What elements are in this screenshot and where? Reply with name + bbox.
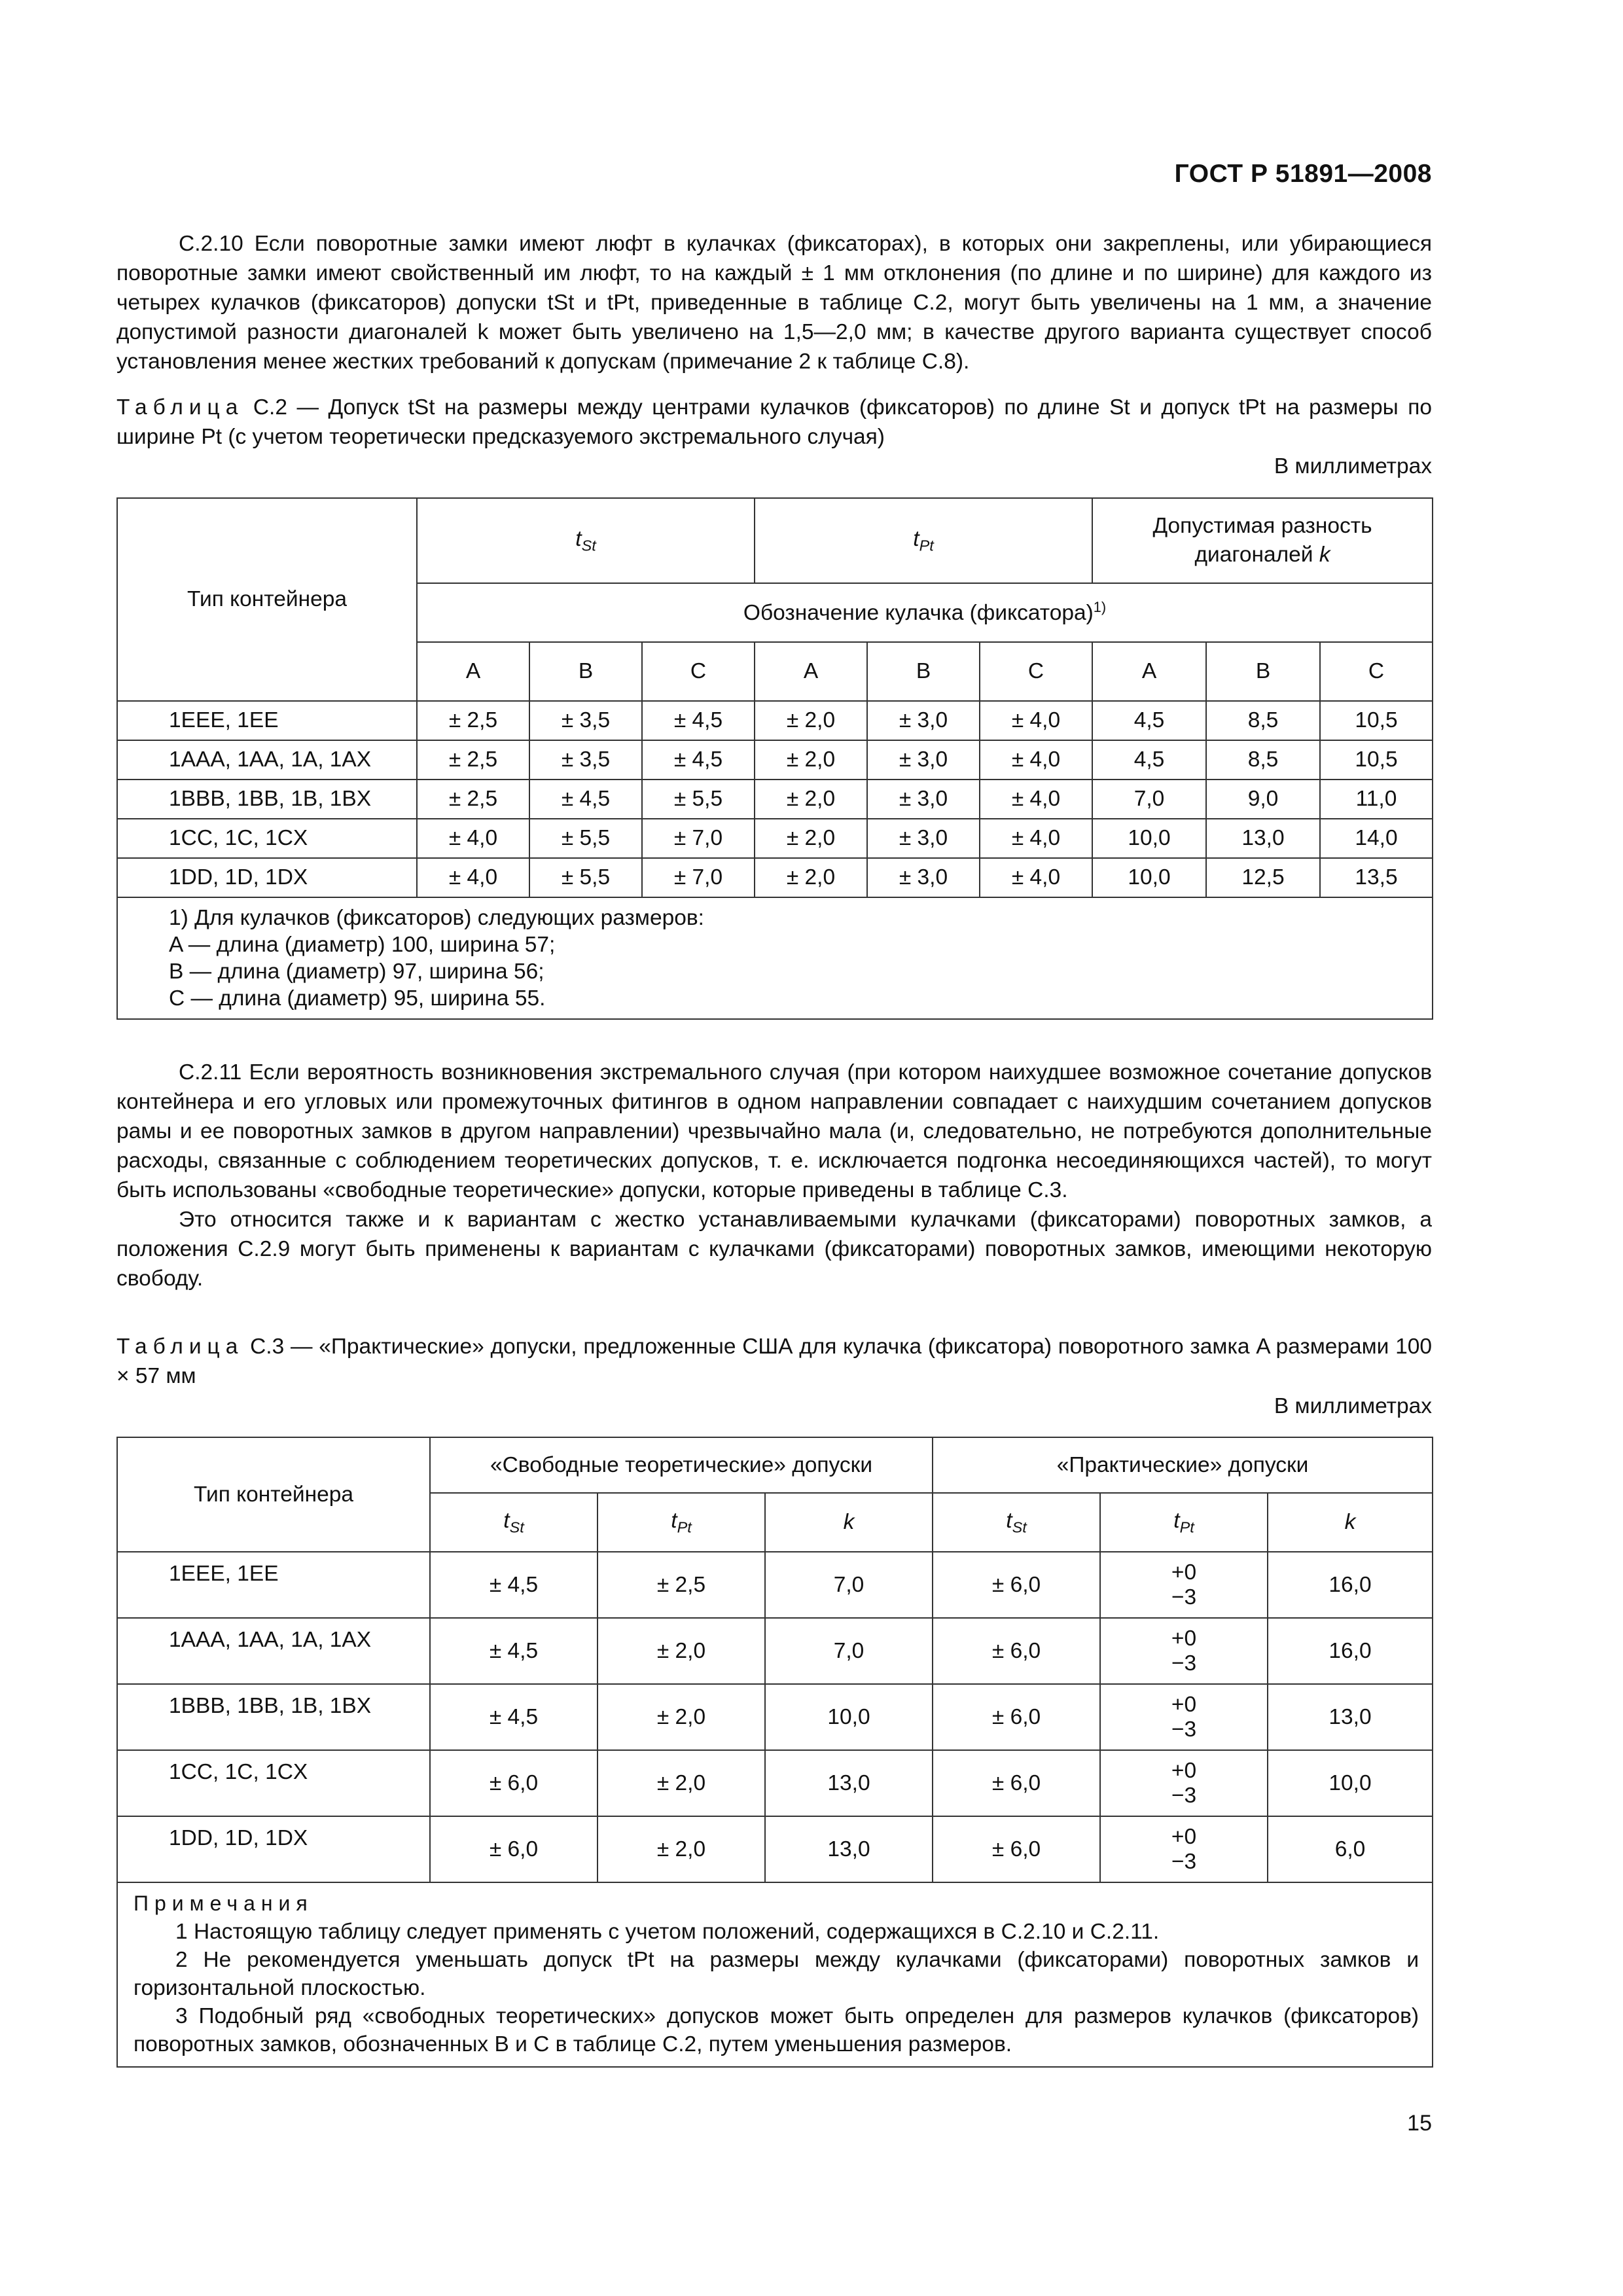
cell-type: 1CC, 1C, 1CX <box>117 1750 430 1816</box>
paragraph-text: Это относится также и к вариантам с жестко устанавливаемыми кулачками (фиксаторами) поворотных замков, а положения С.2.9 могут быть применены к вариантам с кулачками (фиксаторами) поворотных замков, имеющими некоторую свободу. <box>116 1208 1432 1291</box>
table-row <box>117 1618 1433 1684</box>
tolerance-stack: +0 −3 <box>1171 1626 1197 1676</box>
cell: 4,5 <box>1092 701 1206 740</box>
cell-type: 1EEE, 1EE <box>117 701 417 740</box>
cell: 16,0 <box>1268 1552 1433 1618</box>
cell: ± 4,5 <box>430 1618 597 1684</box>
sub-column-header-tpt: $t_{Pt}$ <box>1100 1493 1268 1552</box>
cell: 10,0 <box>765 1684 933 1750</box>
cell: ± 2,5 <box>417 780 529 819</box>
sub-column-header: B <box>867 642 980 701</box>
cell: 9,0 <box>1206 780 1320 819</box>
table-row <box>117 740 1433 780</box>
page-number: 15 <box>1407 2111 1432 2136</box>
cell: ± 2,5 <box>597 1552 765 1618</box>
cell: ± 3,5 <box>529 701 642 740</box>
sub-column-header-tst: $t_{St}$ <box>430 1493 597 1552</box>
tolerance-stack: +0 −3 <box>1171 1758 1197 1808</box>
cell: 16,0 <box>1268 1618 1433 1684</box>
table-c3 <box>116 1437 1433 2068</box>
sub-column-header: B <box>1206 642 1320 701</box>
cell: ± 6,0 <box>933 1552 1100 1618</box>
footnote-line: 1) Для кулачков (фиксаторов) следующих размеров: <box>169 906 704 930</box>
sub-column-header: B <box>529 642 642 701</box>
cell: ± 2,0 <box>755 701 867 740</box>
cell: ± 4,0 <box>980 701 1092 740</box>
paragraph-text: С.2.11 Если вероятность возникновения экстремального случая (при котором наихудшее возможное сочетание допусков контейнера и его угловых или промежуточных фитингов в одном направлении совпадает с наихудшим сочетанием допусков рамы и ее поворотных замков в другом направлении) чрезвычайно мала (и, следовательно, не потребуются дополнительные расходы, связанные с соблюдением теоретических допусков, т. е. исключается подгонка несоединяющихся частей), то могут быть использованы «свободные теоретические» допуски, которые приведены в таблице С.3. <box>116 1060 1432 1202</box>
cell: ± 6,0 <box>933 1618 1100 1684</box>
cell-type: 1DD, 1D, 1DX <box>117 858 417 897</box>
cell: ± 4,0 <box>980 858 1092 897</box>
cell: 12,5 <box>1206 858 1320 897</box>
paragraph-c-2-10 <box>116 229 1432 376</box>
table-row <box>117 819 1433 858</box>
cell: 10,0 <box>1092 819 1206 858</box>
sub-column-header: A <box>1092 642 1206 701</box>
cell: ± 5,5 <box>529 819 642 858</box>
cell: ± 2,0 <box>755 740 867 780</box>
table-c2 <box>116 497 1433 1020</box>
cell: 13,5 <box>1320 858 1433 897</box>
cell: ± 6,0 <box>933 1750 1100 1816</box>
sub-column-header: A <box>755 642 867 701</box>
cell: ± 7,0 <box>642 858 755 897</box>
cell-type: 1DD, 1D, 1DX <box>117 1816 430 1882</box>
cell: ± 3,0 <box>867 740 980 780</box>
table-caption-text: С.3 — «Практические» допуски, предложенные США для кулачка (фиксатора) поворотного замка A размерами 100 × 57 мм <box>116 1335 1433 1388</box>
cell: ± 2,0 <box>755 858 867 897</box>
cell: ± 4,5 <box>529 780 642 819</box>
cell: 10,0 <box>1092 858 1206 897</box>
cell-type: 1AAA, 1AA, 1A, 1AX <box>117 740 417 780</box>
table-header-row <box>117 498 1433 583</box>
table-row <box>117 1816 1433 1882</box>
column-header-practical: «Практические» допуски <box>933 1437 1433 1493</box>
table-c2-caption <box>116 393 1432 452</box>
cell: 11,0 <box>1320 780 1433 819</box>
notes-title: Примечания <box>134 1892 313 1915</box>
cell: 10,0 <box>1268 1750 1433 1816</box>
table-row <box>117 858 1433 897</box>
tolerance-stack: +0 −3 <box>1171 1560 1197 1609</box>
paragraph-text: С.2.10 Если поворотные замки имеют люфт в кулачках (фиксаторах), в которых они закреплены, или убирающиеся поворотные замки имеют свойственный им люфт, то на каждый ± 1 мм отклонения (по длине и по ширине) для каждого из четырех кулачков (фиксаторов) допуски tSt и tPt, приведенные в таблице С.2, могут быть увеличены на 1 мм, а значение допустимой разности диагоналей k может быть увеличено на 1,5—2,0 мм; в качестве другого варианта существует способ установления менее жестких требований к допускам (примечание 2 к таблице С.8). <box>116 232 1432 374</box>
cell: ± 2,0 <box>755 819 867 858</box>
table-caption-prefix: Таблица <box>116 1335 244 1359</box>
cell: ± 4,5 <box>642 701 755 740</box>
cell-type: 1BBB, 1BB, 1B, 1BX <box>117 1684 430 1750</box>
tolerance-stack: +0 −3 <box>1171 1824 1197 1874</box>
cell: 8,5 <box>1206 740 1320 780</box>
cell-type: 1CC, 1C, 1CX <box>117 819 417 858</box>
table-c3-caption <box>116 1332 1432 1391</box>
cell-type: 1AAA, 1AA, 1A, 1AX <box>117 1618 430 1684</box>
footnote-line: A — длина (диаметр) 100, ширина 57; <box>169 933 556 957</box>
sub-column-header: C <box>980 642 1092 701</box>
cell: ± 2,0 <box>597 1618 765 1684</box>
cell: ± 4,0 <box>980 819 1092 858</box>
table-notes <box>117 1882 1433 2067</box>
cell: ± 3,5 <box>529 740 642 780</box>
cell: 10,5 <box>1320 740 1433 780</box>
cell: 14,0 <box>1320 819 1433 858</box>
table-header-row <box>117 1437 1433 1493</box>
table-row <box>117 1750 1433 1816</box>
cell: 6,0 <box>1268 1816 1433 1882</box>
cell-type: 1BBB, 1BB, 1B, 1BX <box>117 780 417 819</box>
cell: ± 4,0 <box>980 780 1092 819</box>
table-caption-prefix: Таблица <box>116 395 244 420</box>
column-header-k: Допустимая разность диагоналей k <box>1092 498 1433 583</box>
cell: ± 5,5 <box>529 858 642 897</box>
footnote-line: C — длина (диаметр) 95, ширина 55. <box>169 986 546 1011</box>
cell: ± 6,0 <box>933 1684 1100 1750</box>
cell: 7,0 <box>765 1552 933 1618</box>
cell: 10,5 <box>1320 701 1433 740</box>
sub-column-header: C <box>1320 642 1433 701</box>
sub-column-header-k: k <box>765 1493 933 1552</box>
cell <box>1100 1552 1268 1618</box>
cell: ± 4,5 <box>642 740 755 780</box>
table-c3-units: В миллиметрах <box>1274 1394 1432 1418</box>
table-row <box>117 1552 1433 1618</box>
sub-column-header: C <box>642 642 755 701</box>
sub-column-header-k: k <box>1268 1493 1433 1552</box>
cell: ± 4,5 <box>430 1552 597 1618</box>
cell: 4,5 <box>1092 740 1206 780</box>
table-footnote-row <box>117 897 1433 1019</box>
note-item: 3 Подобный ряд «свободных теоретических» допусков может быть определен для размеров кулачков (фиксаторов) поворотных замков, обозначенных B и C в таблице С.2, путем уменьшения размеров. <box>134 2004 1419 2056</box>
cell: ± 6,0 <box>933 1816 1100 1882</box>
cell: ± 4,0 <box>417 858 529 897</box>
document-header: ГОСТ Р 51891—2008 <box>1174 160 1432 188</box>
table-notes-row <box>117 1882 1433 2067</box>
cell: 7,0 <box>765 1618 933 1684</box>
table-footnote <box>117 897 1433 1019</box>
cell: ± 3,0 <box>867 819 980 858</box>
cell <box>1100 1750 1268 1816</box>
note-item: 2 Не рекомендуется уменьшать допуск tPt на размеры между кулачками (фиксаторами) поворотных замков и горизонтальной плоскостью. <box>134 1948 1419 2000</box>
table-row <box>117 701 1433 740</box>
cell: 13,0 <box>765 1750 933 1816</box>
cell: 13,0 <box>1268 1684 1433 1750</box>
cell: ± 6,0 <box>430 1750 597 1816</box>
cell: ± 4,5 <box>430 1684 597 1750</box>
cell <box>1100 1684 1268 1750</box>
note-item: 1 Настоящую таблицу следует применять с учетом положений, содержащихся в С.2.10 и С.2.11. <box>175 1920 1160 1944</box>
column-header-type: Тип контейнера <box>117 1437 430 1552</box>
paragraph-c-2-11 <box>116 1058 1432 1293</box>
cell: ± 2,0 <box>597 1750 765 1816</box>
cell: ± 2,0 <box>755 780 867 819</box>
cell: ± 4,0 <box>980 740 1092 780</box>
cell-type: 1EEE, 1EE <box>117 1552 430 1618</box>
cell: ± 2,0 <box>597 1684 765 1750</box>
cell: 13,0 <box>765 1816 933 1882</box>
column-header-type: Тип контейнера <box>117 498 417 701</box>
column-header-designation: Обозначение кулачка (фиксатора)$^{1)}$ <box>417 583 1433 642</box>
sub-column-header: A <box>417 642 529 701</box>
cell: ± 6,0 <box>430 1816 597 1882</box>
table-row <box>117 1684 1433 1750</box>
column-header-tst: $t_{St}$ <box>417 498 755 583</box>
table-caption-text: С.2 — Допуск tSt на размеры между центрами кулачков (фиксаторов) по длине St и допуск tPt на размеры по ширине Pt (с учетом теоретически предсказуемого экстремального случая) <box>116 395 1432 449</box>
cell: ± 3,0 <box>867 858 980 897</box>
table-row <box>117 780 1433 819</box>
cell: ± 4,0 <box>417 819 529 858</box>
cell <box>1100 1816 1268 1882</box>
sub-column-header-tpt: $t_{Pt}$ <box>597 1493 765 1552</box>
cell: ± 7,0 <box>642 819 755 858</box>
cell: 8,5 <box>1206 701 1320 740</box>
cell: ± 2,5 <box>417 701 529 740</box>
table-c2-units: В миллиметрах <box>1274 454 1432 478</box>
column-header-tpt: $t_{Pt}$ <box>755 498 1092 583</box>
cell: 13,0 <box>1206 819 1320 858</box>
cell: ± 2,5 <box>417 740 529 780</box>
cell: 7,0 <box>1092 780 1206 819</box>
sub-column-header-tst: $t_{St}$ <box>933 1493 1100 1552</box>
cell: ± 3,0 <box>867 780 980 819</box>
tolerance-stack: +0 −3 <box>1171 1692 1197 1742</box>
cell: ± 5,5 <box>642 780 755 819</box>
cell: ± 3,0 <box>867 701 980 740</box>
cell <box>1100 1618 1268 1684</box>
column-header-free: «Свободные теоретические» допуски <box>430 1437 933 1493</box>
footnote-line: B — длина (диаметр) 97, ширина 56; <box>169 960 544 984</box>
cell: ± 2,0 <box>597 1816 765 1882</box>
